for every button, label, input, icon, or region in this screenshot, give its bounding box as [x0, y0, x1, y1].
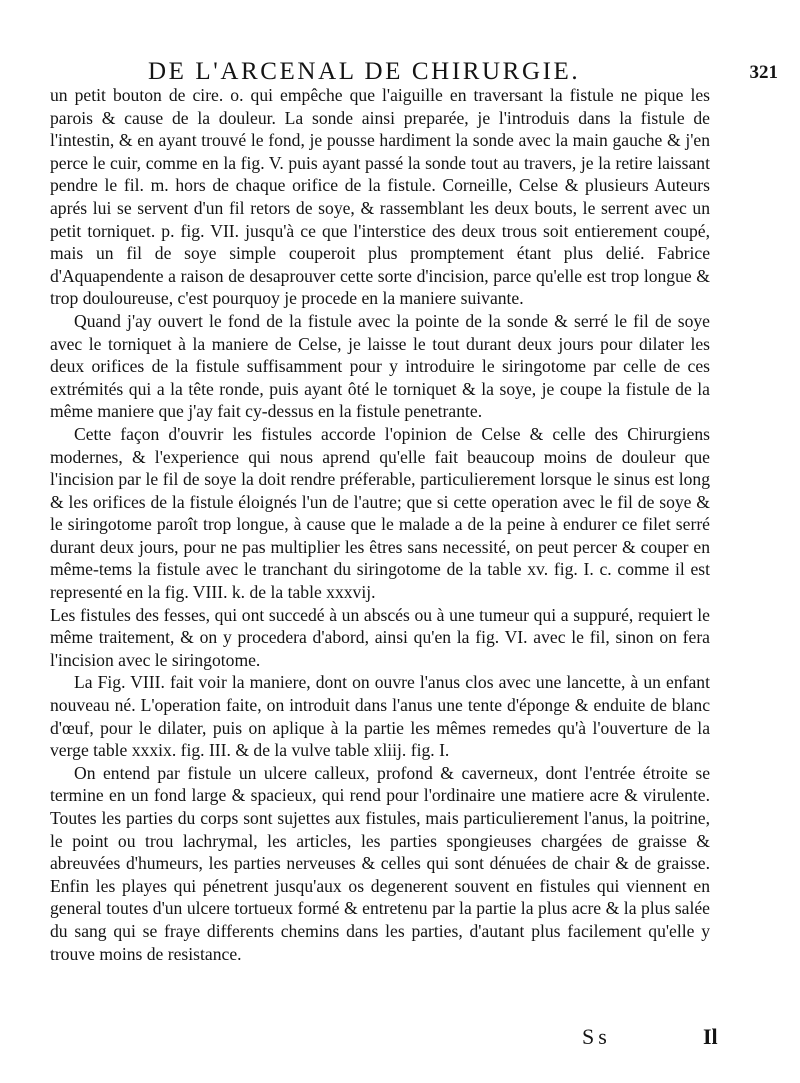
running-title: DE L'ARCENAL DE CHIRURGIE.	[148, 58, 581, 85]
page-number: 321	[749, 62, 778, 83]
paragraph: La Fig. VIII. fait voir la maniere, dont on ouvre l'anus clos avec une lancette, à un enfant nouveau né. L'operation faite, on introduit dans l'anus une tente d'éponge & enduite de blanc d'œuf, pour le dilater, puis on aplique à la partie les mêmes remedes qu'à l'ouverture de la verge table xxxix. fig. III. & de la vulve table xliij. fig. I.	[50, 672, 710, 761]
page-footer	[0, 1024, 800, 1054]
paragraph: Cette façon d'ouvrir les fistules accorde l'opinion de Celse & celle des Chirurgiens modernes, & l'experience qui nous aprend qu'elle fait beaucoup moins de douleur que l'incision par le fil de soye la doit rendre préferable, particulierement lorsque le sinus est long & les orifices de la fistule éloignés l'un de l'autre; que si cette operation avec le fil de soye & le siringotome paroît trop longue, à cause que le malade a de la peine à endurer ce filet serré durant deux jours, pour ne pas multiplier les êtres sans necessité, on peut percer & couper en même-tems la fistule avec le tranchant du siringotome de la table xv. fig. I. c. comme il est representé en la fig. VIII. k. de la table xxxvij.	[50, 423, 710, 603]
catchword: Il	[703, 1024, 718, 1049]
body-text	[50, 84, 710, 965]
paragraph: On entend par fistule un ulcere calleux, profond & caverneux, dont l'entrée étroite se termine en un fond large & spacieux, qui rend pour l'ordinaire une matiere acre & virulente. Toutes les parties du corps sont sujettes aux fistules, mais particulierement l'anus, la poitrine, le point ou trou lachrymal, les articles, les parties spongieuses chargées de graisse & abreuvées d'humeurs, les parties nerveuses & celles qui sont dénuées de chair & de graisse. Enfin les playes qui pénetrent jusqu'aux os degenerent souvent en fistules qui viennent en general toutes d'un ulcere tortueux formé & entretenu par la partie la plus acre & la plus salée du sang qui se fraye differents chemins dans les parties, d'autant plus facilement qu'elle y trouve moins de resistance.	[50, 762, 710, 964]
paragraph: Quand j'ay ouvert le fond de la fistule avec la pointe de la sonde & serré le fil de soye avec le torniquet à la maniere de Celse, je laisse le tout durant deux jours pour dilater les deux orifices de la fistule suffisamment pour y introduire le siringotome par celle de ces extrémités qui a la tête ronde, puis ayant ôté le torniquet & la soye, je coupe la fistule de la même maniere que j'ay fait cy-dessus en la fistule penetrante.	[50, 310, 710, 422]
signature-mark: Ss	[582, 1024, 611, 1049]
paragraph: Les fistules des fesses, qui ont succedé à un abscés ou à une tumeur qui a suppuré, requiert le même traitement, & on y procedera d'abord, ainsi qu'en la fig. VI. avec le fil, sinon on fera l'incision avec le siringotome.	[50, 604, 710, 670]
paragraph: un petit bouton de cire. o. qui empêche que l'aiguille en traversant la fistule ne pique les parois & cause de la douleur. La sonde ainsi preparée, je l'introduis dans la fistule de l'intestin, & en ayant trouvé le fond, je pousse hardiment la sonde avec la main gauche & j'en perce le cuir, comme en la fig. V. puis ayant passé la sonde tout au travers, je la retire laissant pendre le fil. m. hors de chaque orifice de la fistule. Corneille, Celse & plusieurs Auteurs aprés lui se servent d'un fil retors de soye, & rassemblant les deux bouts, le serrent avec un petit torniquet. p. fig. VII. jusqu'à ce que l'interstice des deux trous soit entierement coupé, mais un fil de soye simple couperoit plus promptement étant plus delié. Fabrice d'Aquapendente a raison de desaprouver cette sorte d'incision, parce qu'elle est trop longue & trop douloureuse, c'est pourquoy je procede en la maniere suivante.	[50, 85, 710, 309]
